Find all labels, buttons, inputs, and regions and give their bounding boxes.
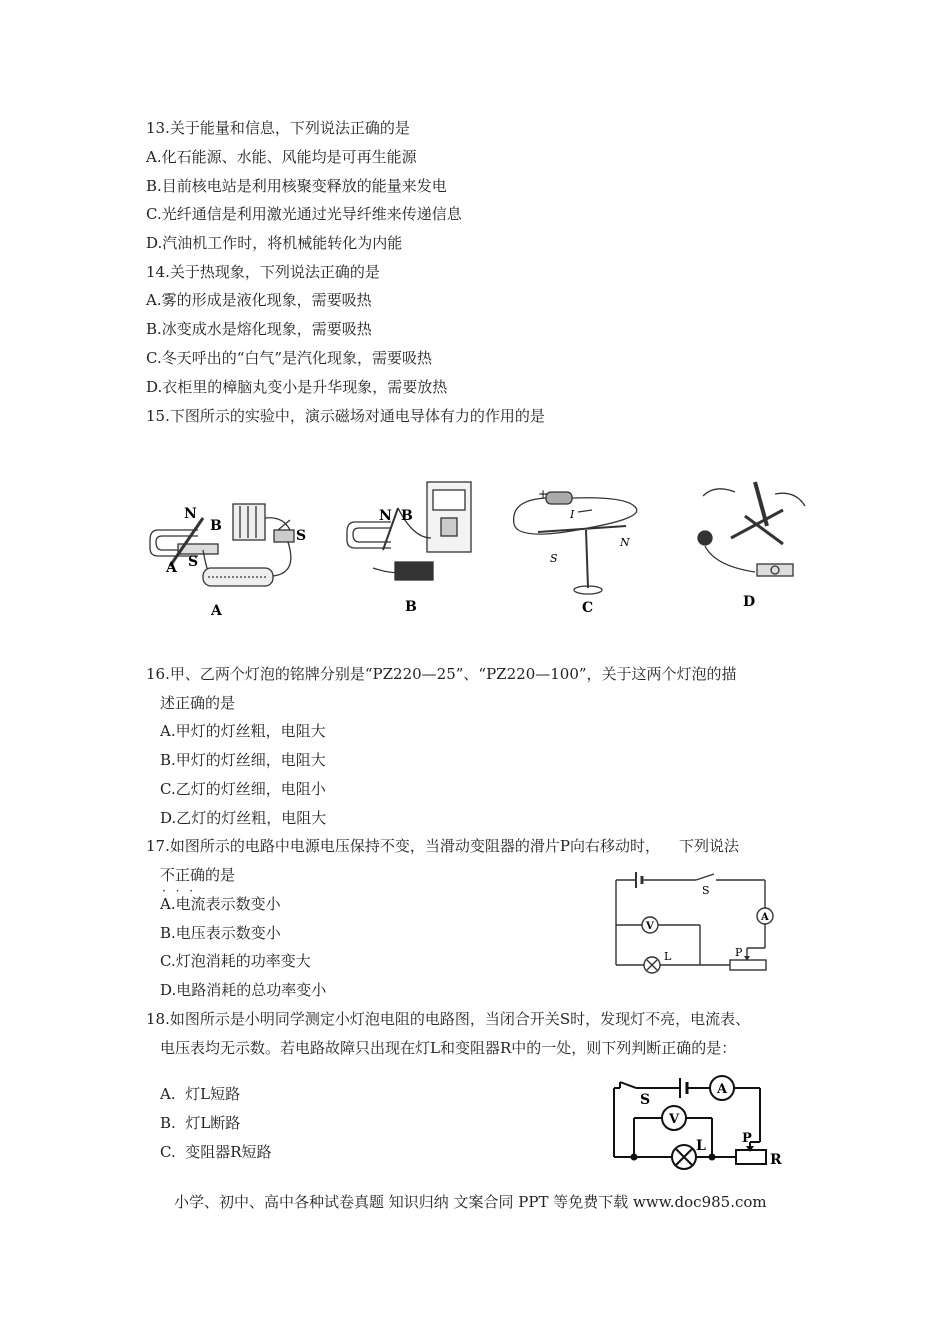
- q18-rheostat-label: R: [770, 1152, 782, 1168]
- q16-option-a: A.甲灯的灯丝粗，电阻大: [160, 722, 326, 740]
- q17-emphasis: 不正确 · · ·: [160, 866, 205, 884]
- label-n: N: [184, 506, 197, 522]
- q16-stem-continued: 述正确的是: [160, 694, 236, 712]
- q15-stem: 15.下图所示的实验中，演示磁场对通电导体有力的作用的是: [146, 407, 545, 425]
- q17-lamp-label: L: [664, 950, 672, 963]
- q18-option-b: B. 灯L断路: [160, 1114, 241, 1132]
- q18-voltmeter-label: V: [669, 1112, 680, 1127]
- label-i: I: [570, 508, 575, 521]
- experiment-b-figure: [343, 478, 483, 618]
- page-footer: 小学、初中、高中各种试卷真题 知识归纳 文案合同 PPT 等免费下载 www.doc985.com: [174, 1193, 767, 1211]
- q17-option-c: C.灯泡消耗的功率变大: [160, 952, 311, 970]
- label-a: A: [166, 560, 177, 576]
- label-s: S: [550, 552, 558, 565]
- q17-stem-tail: 的是: [205, 866, 236, 884]
- q17-option-b: B.电压表示数变小: [160, 924, 281, 942]
- caption-d: D: [743, 594, 756, 610]
- q14-option-b: B.冰变成水是熔化现象，需要吸热: [146, 320, 372, 338]
- q16-option-b: B.甲灯的灯丝细，电阻大: [160, 751, 326, 769]
- label-n: N: [620, 536, 630, 549]
- experiment-d-figure: [685, 476, 815, 616]
- q16-stem: 16.甲、乙两个灯泡的铭牌分别是“PZ220—25”、“PZ220—100”，关于这两个灯泡的描: [146, 665, 737, 683]
- label-s: S: [188, 554, 199, 570]
- q14-option-d: D.衣柜里的樟脑丸变小是升华现象，需要放热: [146, 378, 448, 396]
- q17-slider-label: P: [735, 946, 743, 959]
- q13-option-c: C.光纤通信是利用激光通过光导纤维来传递信息: [146, 205, 462, 223]
- q18-option-c: C. 变阻器R短路: [160, 1143, 272, 1161]
- q13-stem: 13.关于能量和信息，下列说法正确的是: [146, 119, 410, 137]
- label-plus: +: [538, 487, 549, 501]
- q16-option-d: D.乙灯的灯丝粗，电阻大: [160, 809, 327, 827]
- experiment-c-figure: [508, 488, 658, 620]
- q13-option-b: B.目前核电站是利用核聚变释放的能量来发电: [146, 177, 447, 195]
- q18-lamp-label: L: [696, 1138, 706, 1154]
- label-b: B: [210, 518, 222, 534]
- q18-circuit-diagram: [610, 1070, 790, 1170]
- q17-stem-continued: [160, 865, 235, 885]
- q18-slider-label: P: [742, 1131, 752, 1146]
- q17-voltmeter-label: V: [646, 921, 654, 932]
- label-s-switch: S: [296, 528, 307, 544]
- caption-c: C: [582, 600, 594, 616]
- q17-switch-label: S: [702, 884, 710, 897]
- q18-stem-continued: 电压表均无示数。若电路故障只出现在灯L和变阻器R中的一处，则下列判断正确的是：: [160, 1039, 737, 1057]
- q13-option-d: D.汽油机工作时，将机械能转化为内能: [146, 234, 403, 252]
- q18-switch-label: S: [640, 1092, 651, 1108]
- experiment-a-figure: [148, 488, 318, 623]
- q18-option-a: A. 灯L短路: [160, 1085, 241, 1103]
- q18-stem: 18.如图所示是小明同学测定小灯泡电阻的电路图，当闭合开关S时，发现灯不亮，电流表、: [146, 1010, 751, 1028]
- q14-stem: 14.关于热现象，下列说法正确的是: [146, 263, 380, 281]
- q18-ammeter-label: A: [717, 1082, 728, 1097]
- q14-option-c: C.冬天呼出的“白气”是汽化现象，需要吸热: [146, 349, 433, 367]
- q17-circuit-diagram: [610, 868, 790, 978]
- q17-stem: 17.如图所示的电路中电源电压保持不变，当滑动变阻器的滑片P向右移动时， 下列说法: [146, 837, 740, 855]
- q14-option-a: A.雾的形成是液化现象，需要吸热: [146, 291, 372, 309]
- q17-option-d: D.电路消耗的总功率变小: [160, 981, 327, 999]
- q13-option-a: A.化石能源、水能、风能均是可再生能源: [146, 148, 417, 166]
- caption-a: A: [211, 603, 222, 619]
- label-b: B: [401, 508, 413, 524]
- label-n: N: [379, 508, 392, 524]
- q17-ammeter-label: A: [761, 912, 769, 923]
- q17-option-a: A.电流表示数变小: [160, 895, 281, 913]
- q16-option-c: C.乙灯的灯丝细，电阻小: [160, 780, 326, 798]
- caption-b: B: [405, 599, 417, 615]
